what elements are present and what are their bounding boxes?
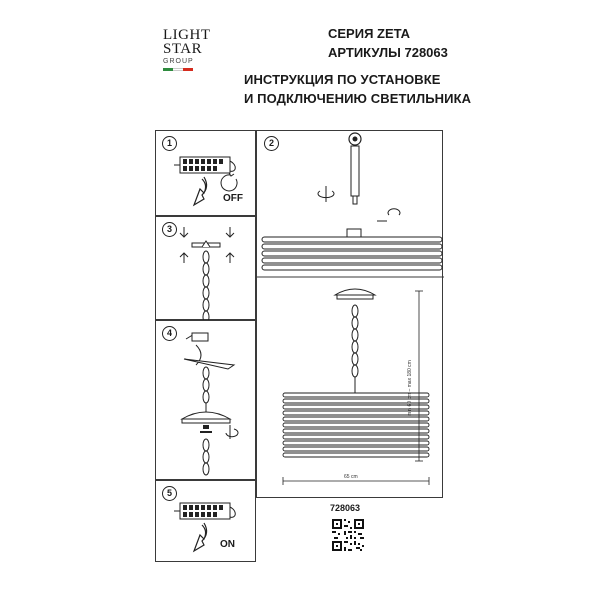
step-1-number: 1 (162, 136, 177, 151)
step-5-number: 5 (162, 486, 177, 501)
step-2-number: 2 (264, 136, 279, 151)
article-label: АРТИКУЛЫ 728063 (328, 45, 448, 60)
qr-code-icon (331, 518, 365, 552)
step-4-panel (155, 320, 256, 480)
terminal-block-on-illustration (156, 481, 257, 563)
header-info (328, 24, 478, 62)
canopy-mount-illustration (156, 321, 257, 481)
step-1-panel (155, 130, 256, 216)
logo-line-star: STAR (163, 41, 203, 57)
chain-adjustment-illustration (156, 217, 257, 321)
page-title (244, 70, 484, 108)
height-range-label: min 60 cm – max 180 cm (407, 360, 413, 416)
step-3-panel (155, 216, 256, 320)
step-3-number: 3 (162, 222, 177, 237)
width-dimension-label: 65 cm (344, 474, 358, 480)
brand-logo (163, 28, 215, 98)
pendant-assembly-diagram (257, 131, 444, 499)
title-line-1: ИНСТРУКЦИЯ ПО УСТАНОВКЕ (244, 72, 441, 87)
step-2-panel (256, 130, 443, 498)
off-label: OFF (223, 193, 243, 204)
model-number: 728063 (330, 503, 361, 513)
step-5-panel (155, 480, 256, 562)
logo-line-light: LIGHT (163, 27, 211, 43)
logo-group: GROUP (163, 58, 194, 65)
series-label: СЕРИЯ ZETA (328, 26, 411, 41)
terminal-block-off-illustration (156, 131, 257, 217)
italian-flag-icon (163, 68, 193, 71)
on-label: ON (220, 539, 235, 550)
step-4-number: 4 (162, 326, 177, 341)
title-line-2: И ПОДКЛЮЧЕНИЮ СВЕТИЛЬНИКА (244, 91, 472, 106)
